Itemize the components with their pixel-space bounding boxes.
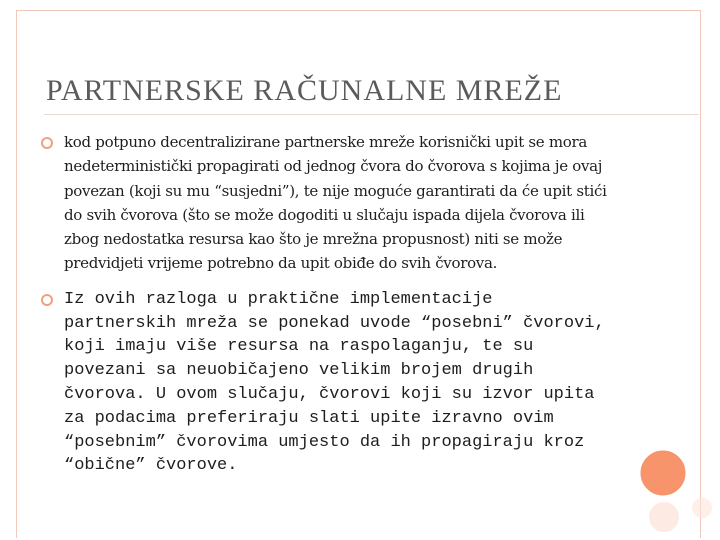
ring-bullet-icon [40, 136, 54, 150]
small-circle-icon [690, 496, 714, 520]
bullet-text: Iz ovih razloga u praktične implementacije partnerskih mreža se ponekad uvode “posebni” čvorovi, koji imaju više resursa na raspolaganju, te su povezani sa neuobičajeno velikim brojem drugih čvorova. U ovom slučaju, čvorovi koji su izvor upita za podacima preferiraju slati upite izravno ovim “posebnim” čvorovima umjesto da ih propagiraju kroz “obične” čvorove. [64, 289, 605, 476]
title-divider [44, 114, 699, 115]
bullet-item [40, 288, 610, 478]
faded-circle-icon [647, 500, 681, 534]
bullet-list [40, 130, 610, 478]
orange-circle-icon [636, 446, 690, 500]
ring-bullet-icon [40, 293, 54, 307]
bullet-text: kod potpuno decentralizirane partnerske mreže korisnički upit se mora nedeterministički propagirati od jednog čvora do čvorova s kojima je ovaj povezan (koji su mu “susjedni”), te nije moguće garantirati da će upit stići do svih čvorova (što se može dogoditi u slučaju ispada dijela čvorova ili zbog nedostatka resursa kao što je mrežna propusnost) niti se može predvidjeti vrijeme potrebno da upit obiđe do svih čvorova. [64, 133, 607, 273]
bullet-item [40, 130, 610, 276]
slide-title: PARTNERSKE RAČUNALNE MREŽE [46, 74, 563, 107]
